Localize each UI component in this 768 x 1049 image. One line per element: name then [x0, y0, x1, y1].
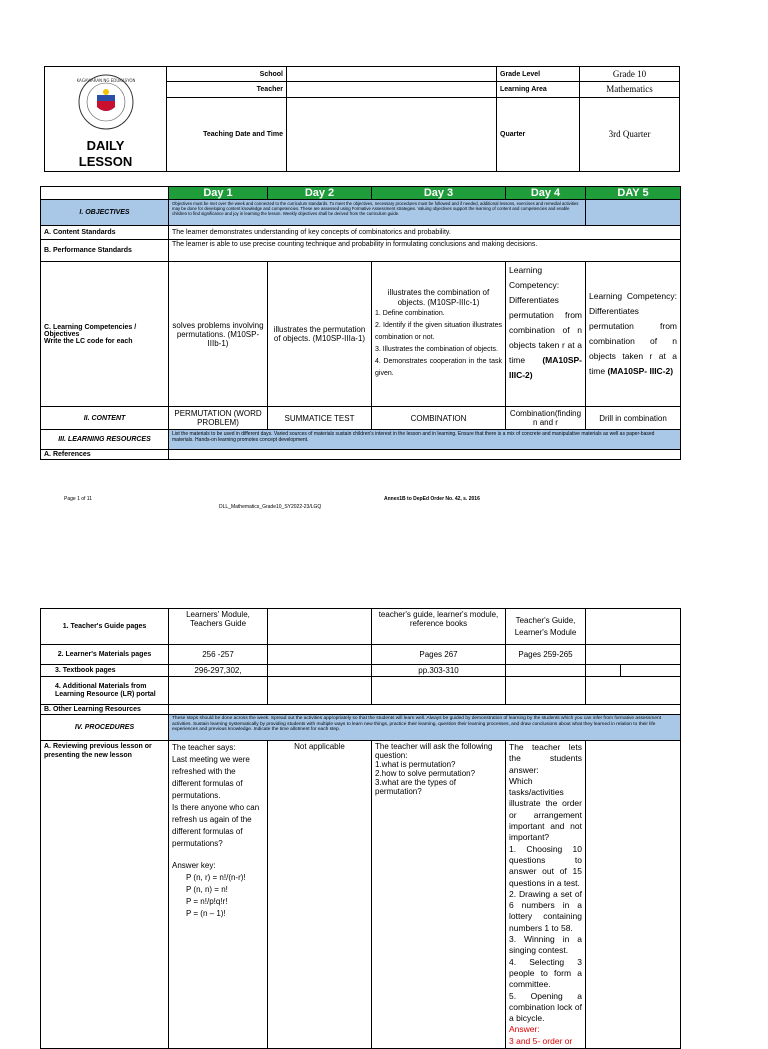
review-day-3-line: 2.how to solve permutation? — [375, 769, 476, 778]
add-day-4 — [506, 677, 586, 705]
lc-day-3-list — [375, 308, 502, 380]
review-day-1-line: Last meeting we were refreshed with the different formulas of permutations. — [172, 755, 250, 800]
svg-text:KAGAWARAN NG EDUKASYON: KAGAWARAN NG EDUKASYON — [76, 78, 135, 83]
learning-area-value: Mathematics — [580, 82, 680, 97]
teacher-value — [287, 82, 497, 97]
review-day-3-line: The teacher will ask the following question: — [375, 742, 493, 760]
objectives-day5 — [586, 200, 681, 226]
review-day-4-line: The teacher lets the students answer: — [509, 742, 582, 775]
review-day-5 — [586, 741, 681, 1049]
day-2-header: Day 2 — [268, 187, 372, 200]
review-day-1-line: The teacher says: — [172, 743, 236, 752]
review-day-4-line: 4. Selecting 3 people to form a committee. — [509, 956, 582, 990]
header-table — [44, 66, 680, 172]
file-name: DLL_Mathematics_Grade10_SY2022-23/LGQ — [219, 504, 322, 510]
answer-key-label: Answer key: — [172, 861, 216, 870]
review-day-4-answer: 3 and 5- order or — [509, 1035, 573, 1046]
deped-seal-icon — [77, 73, 135, 131]
grade-level-label: Grade Level — [497, 67, 580, 82]
tg-day-4: Teacher's Guide, Learner's Module — [506, 609, 586, 645]
answer-key-item: P (n, r) = n!/(n-r)! — [186, 873, 246, 882]
lc-day-4-text: Learning Competency: Differentiates permutation from combination of n objects taken r at a time — [509, 265, 582, 365]
tb-day-3: pp.303-310 — [372, 665, 506, 677]
review-day-4-line: Which tasks/activities illustrate the order or arrangement important and not important? — [509, 775, 582, 843]
tb-day-5b — [621, 665, 681, 677]
logo-cell — [45, 67, 167, 172]
day-4-header: Day 4 — [506, 187, 586, 200]
learners-materials-label: 2. Learner's Materials pages — [41, 645, 169, 665]
content-day-5: Drill in combination — [586, 407, 681, 430]
other-resources-value — [169, 705, 681, 715]
content-standards-value: The learner demonstrates understanding of key concepts of combinatorics and probability. — [169, 226, 681, 240]
tg-day-3: teacher's guide, learner's module, reference books — [372, 609, 506, 645]
review-day-4-line: 5. Opening a combination lock of a bicycle. — [509, 990, 582, 1024]
content-day-3: COMBINATION — [372, 407, 506, 430]
tb-day-1: 296-297,302, — [169, 665, 268, 677]
teacher-label: Teacher — [167, 82, 287, 97]
lesson-table-page2 — [40, 608, 681, 1049]
day-3-header: Day 3 — [372, 187, 506, 200]
review-day-2: Not applicable — [268, 741, 372, 1049]
lm-day-1: 256 -257 — [169, 645, 268, 665]
content-day-4: Combination(finding n and r — [506, 407, 586, 430]
lesson-title — [48, 138, 163, 170]
school-value — [287, 67, 497, 82]
annex-reference: Annex1B to DepEd Order No. 42, s. 2016 — [384, 496, 480, 502]
date-label: Teaching Date and Time — [167, 97, 287, 171]
grade-level-value: Grade 10 — [580, 67, 680, 82]
learning-resources-label: III. LEARNING RESOURCES — [41, 430, 169, 450]
review-day-4-line: 1. Choosing 10 questions to answer out of 15 questions in a test. — [509, 843, 582, 888]
textbook-pages-label: 3. Textbook pages — [41, 665, 169, 677]
list-item: 4. Demonstrates cooperation in the task given. — [375, 358, 502, 377]
school-label: School — [167, 67, 287, 82]
lc-day-1: solves problems involving permutations. (M10SP-IIIb-1) — [169, 262, 268, 407]
quarter-label: Quarter — [497, 97, 580, 171]
lm-day-4: Pages 259-265 — [506, 645, 586, 665]
lc-day-5 — [586, 262, 681, 407]
review-day-4-line: 2. Drawing a set of 6 numbers in a lottery containing numbers 1 to 58. — [509, 888, 582, 933]
title-line-1: DAILY — [86, 138, 125, 153]
tg-day-5 — [586, 609, 681, 645]
objectives-label: I. OBJECTIVES — [41, 200, 169, 226]
lc-day-3-head: illustrates the combination of objects. (M10SP-IIIc-1) — [387, 288, 490, 307]
content-label: II. CONTENT — [41, 407, 169, 430]
lm-day-3: Pages 267 — [372, 645, 506, 665]
day-5-header: DAY 5 — [586, 187, 681, 200]
performance-standards-value: The learner is able to use precise counting technique and probability in formulating conclusions and making decisions. — [169, 240, 681, 262]
add-day-1 — [169, 677, 268, 705]
references-value — [169, 450, 681, 460]
review-day-4 — [506, 741, 586, 1049]
teachers-guide-label: 1. Teacher's Guide pages — [41, 609, 169, 645]
date-value — [287, 97, 497, 171]
tg-day-1: Learners' Module, Teachers Guide — [169, 609, 268, 645]
add-day-5 — [586, 677, 681, 705]
references-label: A. References — [41, 450, 169, 460]
lc-day-5-code: (MA10SP- IIIC-2) — [607, 366, 674, 376]
lm-day-2 — [268, 645, 372, 665]
objectives-note: Objectives must be met over the week and connected to the curriculum standards. To meet the objectives, necessary procedures must be followed and if needed, additional lessons, exercises and remedial activities may be done for developing content knowledge and competencies. These are assessed using Formative Assessment strategies. Valuing objectives support the learning of content and competencies and enable children to find significance and joy in learning the lesson. Weekly objectives shall be derived from the curriculum guide. — [169, 200, 586, 226]
list-item: 3. Illustrates the combination of objects. — [375, 346, 498, 353]
review-day-3-line: 3.what are the types of permutation? — [375, 778, 456, 796]
list-item: 2. Identify if the given situation illustrates combination or not. — [375, 322, 502, 341]
tb-day-2 — [268, 665, 372, 677]
reviewing-lesson-label: A. Reviewing previous lesson or presenting the new lesson — [41, 741, 169, 1049]
lc-day-4-code: (MA10SP- IIIC-2) — [509, 355, 582, 380]
tb-day-4 — [506, 665, 586, 677]
tb-day-5a — [586, 665, 621, 677]
add-day-2 — [268, 677, 372, 705]
content-day-1: PERMUTATION (WORD PROBLEM) — [169, 407, 268, 430]
answer-key-item: P = (n – 1)! — [186, 909, 226, 918]
performance-standards-label: B. Performance Standards — [41, 240, 169, 262]
list-item: 1. Define combination. — [375, 310, 445, 317]
procedures-label: IV. PROCEDURES — [41, 715, 169, 741]
content-day-2: SUMMATICE TEST — [268, 407, 372, 430]
other-resources-label: B. Other Learning Resources — [41, 705, 169, 715]
page-number: Page 1 of 11 — [64, 496, 92, 502]
review-day-4-answer-label: Answer: — [509, 1024, 540, 1035]
answer-key-item: P = n!/p!q!r! — [186, 897, 228, 906]
lesson-table-page1 — [40, 186, 681, 460]
lc-day-5-text: Learning Competency: Differentiates permutation from combination of n objects taken r at a time — [589, 291, 677, 376]
quarter-value: 3rd Quarter — [580, 97, 680, 171]
procedures-note: These steps should be done across the week. Spread out the activities appropriately so that the students will learn well. Always be guided by demonstration of learning by the students which you can infer from formative assessment activities. Sustain learning systematically by providing students with multiple ways to learn new things, practice their learning, question their learning processes, and draw conclusions about what they learned in relation to their life experiences and previous knowledge. Indicate the time allotment for each step. — [169, 715, 681, 741]
title-line-2: LESSON — [78, 154, 133, 169]
add-day-3 — [372, 677, 506, 705]
lc-day-4 — [506, 262, 586, 407]
additional-materials-label: 4. Additional Materials from Learning Resource (LR) portal — [41, 677, 169, 705]
tg-day-2 — [268, 609, 372, 645]
review-day-3 — [372, 741, 506, 1049]
day-1-header: Day 1 — [169, 187, 268, 200]
day-header-blank — [41, 187, 169, 200]
content-standards-label: A. Content Standards — [41, 226, 169, 240]
review-day-4-line: 3. Winning in a singing contest. — [509, 934, 582, 956]
lc-day-2: illustrates the permutation of objects. (M10SP-IIIa-1) — [268, 262, 372, 407]
answer-key-item: P (n, n) = n! — [186, 885, 228, 894]
learning-resources-note: List the materials to be used in different days. Varied sources of materials sustain children's interest in the lesson and in learning. Ensure that there is a mix of concrete and manipulative materials as well as paper-based materials. Hands-on learning promotes concept development. — [169, 430, 681, 450]
review-day-1 — [169, 741, 268, 1049]
learning-area-label: Learning Area — [497, 82, 580, 97]
review-day-1-line: Is there anyone who can refresh us again of the different formulas of permutations? — [172, 803, 260, 848]
review-day-3-line: 1.what is permutation? — [375, 760, 456, 769]
lm-day-5 — [586, 645, 681, 665]
learning-competencies-label: C. Learning Competencies / Objectives Write the LC code for each — [41, 262, 169, 407]
lc-day-3 — [372, 262, 506, 407]
